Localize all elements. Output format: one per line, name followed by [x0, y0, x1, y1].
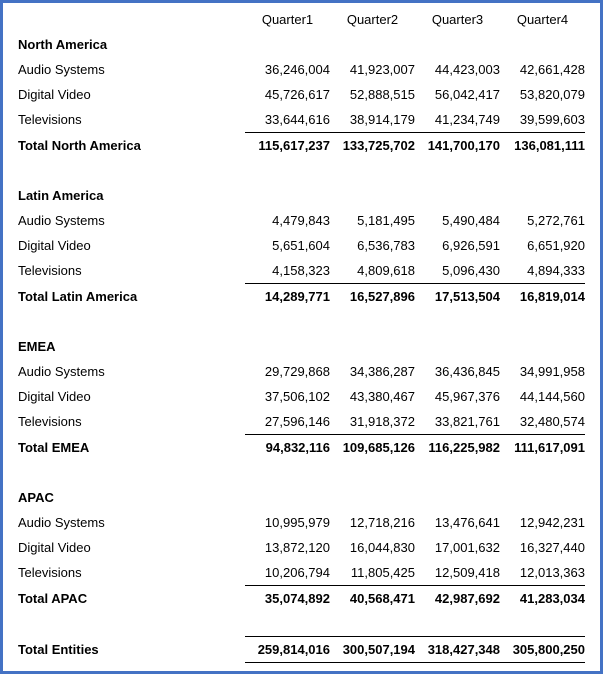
- value-cell: 4,894,333: [527, 263, 585, 278]
- spacer-row: [18, 309, 585, 334]
- data-row: [18, 107, 585, 133]
- value-cell: 5,096,430: [442, 263, 500, 278]
- row-label: Audio Systems: [18, 213, 105, 228]
- value-cell: 16,044,830: [349, 540, 415, 555]
- section-total-value-cell: 35,074,892: [245, 586, 330, 612]
- section-total-row: [18, 284, 585, 310]
- empty-cell: [500, 334, 585, 359]
- section-total-value-cell: 116,225,982: [415, 435, 500, 461]
- section-total-value-cell: 42,987,692: [415, 586, 500, 612]
- column-header-quarter2: Quarter2: [346, 12, 399, 27]
- value-cell: 11,805,425: [350, 565, 415, 580]
- row-label: Audio Systems: [18, 62, 105, 77]
- empty-cell: [245, 485, 330, 510]
- data-row: [18, 560, 585, 586]
- section-total-value-cell: 133,725,702: [330, 133, 415, 159]
- section-total-value-cell: 16,819,014: [500, 284, 585, 310]
- section-total-value-cell: 17,513,504: [415, 284, 500, 310]
- empty-cell: [415, 485, 500, 510]
- spacer-cell: [18, 309, 585, 334]
- section-total-label: Total North America: [18, 137, 141, 153]
- section-total-value-cell: 14,289,771: [245, 284, 330, 310]
- value-cell: 10,206,794: [264, 565, 330, 580]
- value-cell: 5,181,495: [357, 213, 415, 228]
- row-label: Audio Systems: [18, 515, 105, 530]
- spacer-row: [18, 158, 585, 183]
- value-cell: 5,272,761: [527, 213, 585, 228]
- data-row: [18, 208, 585, 233]
- value-cell: 42,661,428: [519, 62, 585, 77]
- value-cell: 45,726,617: [264, 87, 330, 102]
- value-cell: 34,386,287: [349, 364, 415, 379]
- value-cell: 4,479,843: [272, 213, 330, 228]
- grand-total-value-cell: 318,427,348: [415, 637, 500, 663]
- spacer-cell: [18, 158, 585, 183]
- value-cell: 52,888,515: [349, 87, 415, 102]
- value-cell: 12,942,231: [519, 515, 585, 530]
- value-cell: 29,729,868: [264, 364, 330, 379]
- empty-cell: [330, 485, 415, 510]
- value-cell: 44,144,560: [519, 389, 585, 404]
- section-total-value-cell: 136,081,111: [500, 133, 585, 159]
- row-label: Televisions: [18, 565, 82, 581]
- value-cell: 41,923,007: [349, 62, 415, 77]
- value-cell: 37,506,102: [264, 389, 330, 404]
- value-cell: 56,042,417: [434, 87, 500, 102]
- grand-total-value-cell: 259,814,016: [245, 637, 330, 663]
- financial-report-table: [18, 7, 585, 663]
- value-cell: 5,490,484: [442, 213, 500, 228]
- empty-cell: [330, 334, 415, 359]
- section-total-row: [18, 435, 585, 461]
- value-cell: 32,480,574: [519, 414, 585, 429]
- section-header-row: [18, 183, 585, 208]
- spacer-row: [18, 611, 585, 637]
- value-cell: 31,918,372: [349, 414, 415, 429]
- row-label: Audio Systems: [18, 364, 105, 379]
- data-row: [18, 82, 585, 107]
- data-row: [18, 258, 585, 284]
- section-total-label: Total EMEA: [18, 439, 90, 455]
- section-total-value-cell: 16,527,896: [330, 284, 415, 310]
- column-header-quarter4: Quarter4: [516, 12, 569, 27]
- value-cell: 27,596,146: [264, 414, 330, 429]
- empty-cell: [415, 334, 500, 359]
- empty-cell: [330, 183, 415, 208]
- empty-cell: [245, 183, 330, 208]
- data-row: [18, 57, 585, 82]
- section-total-value-cell: 141,700,170: [415, 133, 500, 159]
- value-cell: 36,246,004: [264, 62, 330, 77]
- value-cell: 6,926,591: [442, 238, 500, 253]
- row-label: Televisions: [18, 414, 82, 430]
- value-cell: 10,995,979: [264, 515, 330, 530]
- section-header-row: [18, 485, 585, 510]
- section-name-label: Latin America: [18, 188, 104, 203]
- section-total-value-cell: 115,617,237: [245, 133, 330, 159]
- empty-cell: [330, 32, 415, 57]
- value-cell: 43,380,467: [349, 389, 415, 404]
- grand-total-row: [18, 637, 585, 663]
- value-cell: 4,158,323: [272, 263, 330, 278]
- value-cell: 6,536,783: [357, 238, 415, 253]
- section-total-value-cell: 94,832,116: [245, 435, 330, 461]
- header-row: [18, 7, 585, 32]
- row-label: Digital Video: [18, 540, 91, 555]
- empty-cell: [500, 183, 585, 208]
- section-total-value-cell: 41,283,034: [500, 586, 585, 612]
- value-cell: 12,718,216: [349, 515, 415, 530]
- section-total-row: [18, 586, 585, 612]
- value-cell: 39,599,603: [519, 112, 585, 127]
- spacer-row: [18, 460, 585, 485]
- value-cell: 13,476,641: [434, 515, 500, 530]
- row-label: Televisions: [18, 263, 82, 279]
- grand-total-value-cell: 300,507,194: [330, 637, 415, 663]
- value-cell: 44,423,003: [434, 62, 500, 77]
- value-cell: 34,991,958: [519, 364, 585, 379]
- section-total-value-cell: 109,685,126: [330, 435, 415, 461]
- value-cell: 12,013,363: [519, 565, 585, 580]
- empty-cell: [500, 485, 585, 510]
- value-cell: 38,914,179: [349, 112, 415, 127]
- empty-cell: [415, 32, 500, 57]
- value-cell: 6,651,920: [527, 238, 585, 253]
- data-row: [18, 409, 585, 435]
- row-label: Digital Video: [18, 389, 91, 404]
- value-cell: 41,234,749: [434, 112, 500, 127]
- grand-total-value-cell: 305,800,250: [500, 637, 585, 663]
- value-cell: 13,872,120: [264, 540, 330, 555]
- section-name-label: APAC: [18, 490, 54, 505]
- empty-cell: [415, 183, 500, 208]
- row-label: Digital Video: [18, 87, 91, 102]
- data-row: [18, 510, 585, 535]
- section-total-value-cell: 111,617,091: [500, 435, 585, 461]
- data-row: [18, 535, 585, 560]
- value-cell: 33,644,616: [264, 112, 330, 127]
- value-cell: 45,967,376: [434, 389, 500, 404]
- section-total-label: Total APAC: [18, 590, 88, 606]
- grand-total-label: Total Entities: [18, 642, 99, 657]
- row-label: Digital Video: [18, 238, 91, 253]
- value-cell: 53,820,079: [519, 87, 585, 102]
- value-cell: 36,436,845: [434, 364, 500, 379]
- section-header-row: [18, 334, 585, 359]
- column-header-quarter1: Quarter1: [261, 12, 314, 27]
- value-cell: 12,509,418: [434, 565, 500, 580]
- data-row: [18, 384, 585, 409]
- section-name-label: North America: [18, 37, 108, 52]
- row-label: Televisions: [18, 112, 82, 128]
- section-name-label: EMEA: [18, 339, 56, 354]
- value-cell: 33,821,761: [434, 414, 500, 429]
- column-header-quarter3: Quarter3: [431, 12, 484, 27]
- section-header-row: [18, 32, 585, 57]
- spacer-cell: [18, 460, 585, 485]
- section-total-value-cell: 40,568,471: [330, 586, 415, 612]
- empty-cell: [500, 32, 585, 57]
- section-total-label: Total Latin America: [18, 288, 138, 304]
- empty-cell: [245, 334, 330, 359]
- value-cell: 17,001,632: [434, 540, 500, 555]
- value-cell: 16,327,440: [519, 540, 585, 555]
- data-row: [18, 233, 585, 258]
- section-total-row: [18, 133, 585, 159]
- empty-cell: [245, 32, 330, 57]
- spacer-cell: [18, 611, 585, 637]
- corner-cell: [18, 7, 245, 32]
- value-cell: 4,809,618: [357, 263, 415, 278]
- data-row: [18, 359, 585, 384]
- value-cell: 5,651,604: [272, 238, 330, 253]
